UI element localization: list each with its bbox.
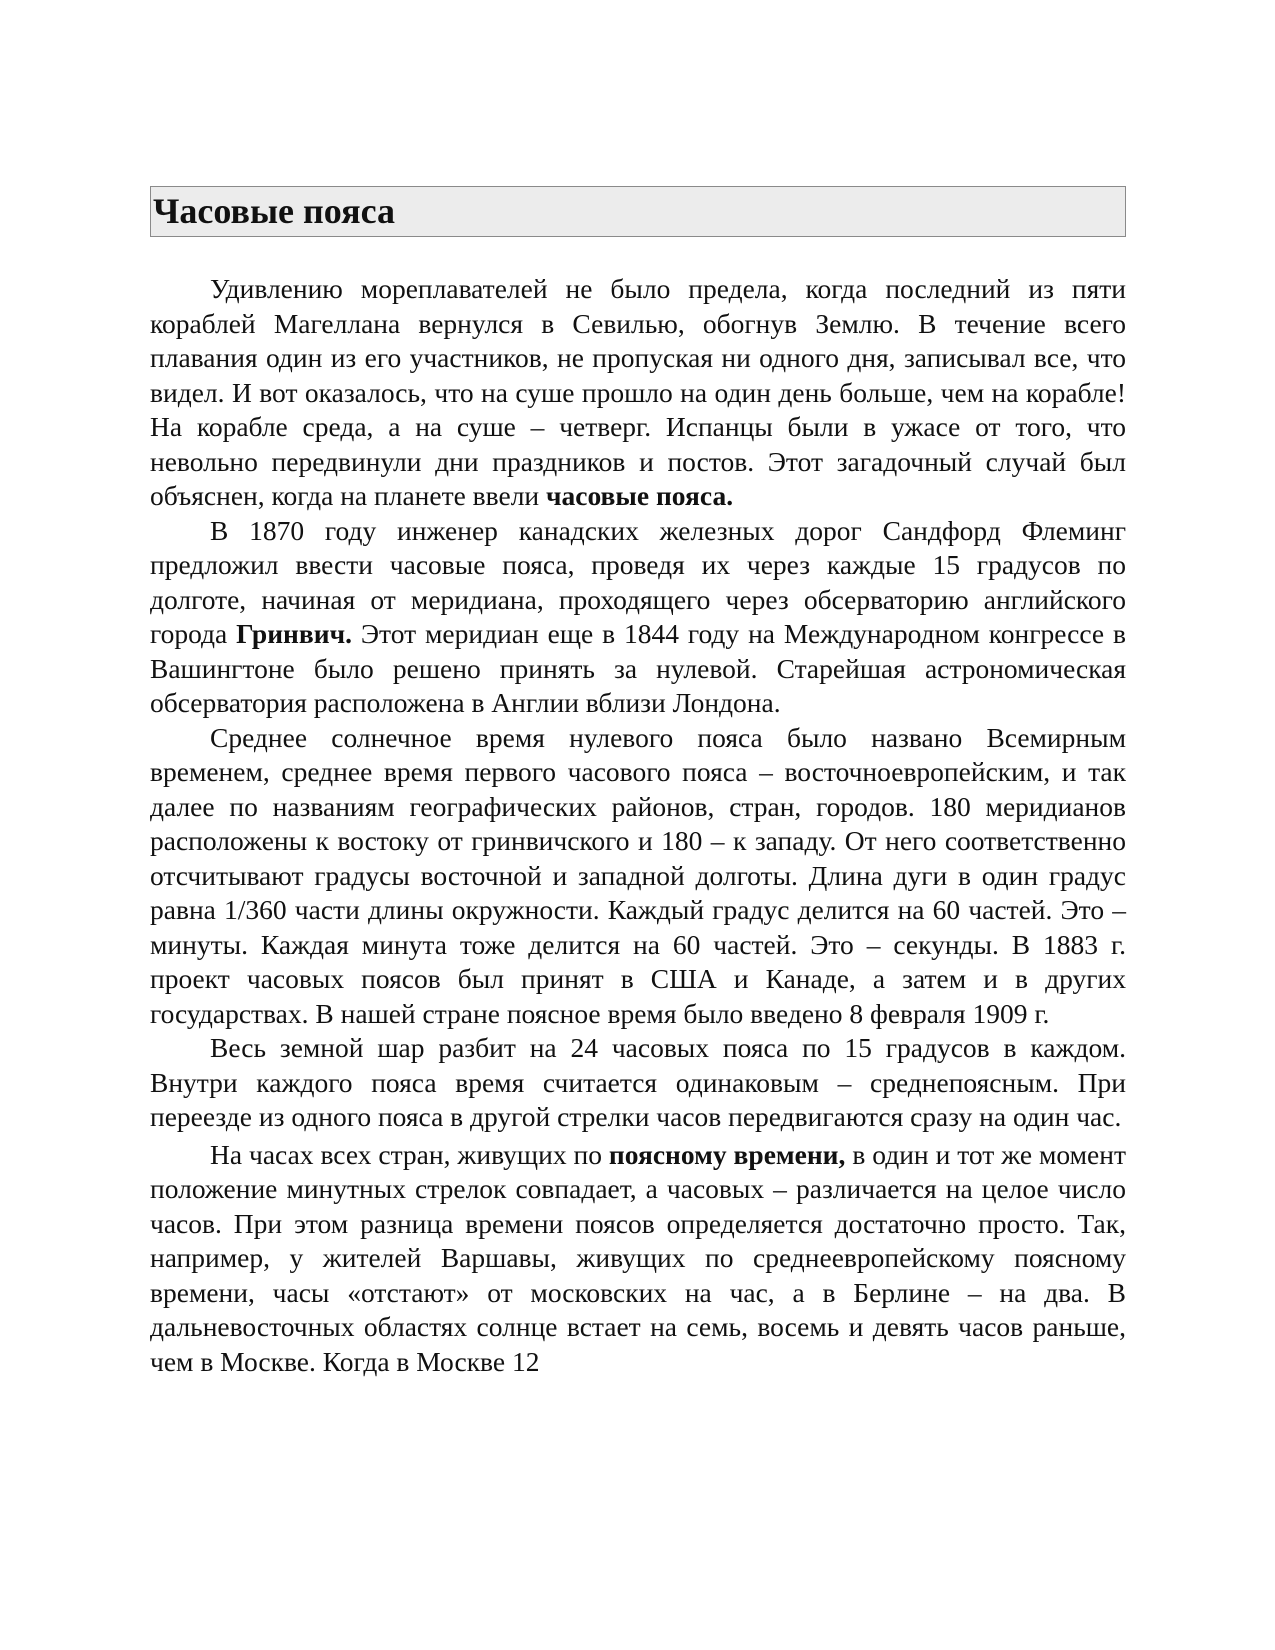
paragraph-2	[150, 514, 1126, 721]
paragraph-text: Этот меридиан еще в 1844 году на Международном конгрессе в Вашингтоне было решено принять за нулевой. Старейшая астрономическая обсерватория расположена в Англии вблизи Лондона.	[150, 618, 1126, 718]
paragraph-text: На часах всех стран, живущих по	[210, 1138, 609, 1170]
paragraph-text: В 1870 году инженер канадских железных дорог Сандфорд Флеминг предложил ввести часовые пояса, проведя их через каждые 15 градусов по долготе, начиная от меридиана, проходящего через обсерваторию английского города	[150, 514, 1126, 649]
paragraph-text: Среднее солнечное время нулевого пояса было названо Всемирным временем, среднее время первого часового пояса – восточноевропейским, и так далее по названиям географических районов, стран, городов. 180 меридианов расположены к востоку от гринвичского и 180 – к западу. От него соответственно отсчитывают градусы восточной и западной долготы. Длина дуги в один градус равна 1/360 части длины окружности. Каждый градус делится на 60 частей. Это – минуты. Каждая минута тоже делится на 60 частей. Это – секунды. В 1883 г. проект часовых поясов был принят в США и Канаде, а затем и в других государствах. В нашей стране поясное время было введено 8 февраля 1909 г.	[150, 721, 1126, 1029]
paragraph-5	[150, 1138, 1126, 1380]
title-box	[150, 186, 1126, 237]
bold-term: часовые пояса.	[546, 480, 734, 511]
paragraph-text: в один и тот же момент положение минутных стрелок совпадает, а часовых – различается на целое число часов. При этом разница времени поясов определяется достаточно просто. Так, например, у жителей Варшавы, живущих по среднеевропейскому поясному времени, часы «отстают» от московских на час, а в Берлине – на два. В дальневосточных областях солнце встает на семь, восемь и девять часов раньше, чем в Москве. Когда в Москве 12	[150, 1138, 1126, 1377]
document-title: Часовые пояса	[153, 191, 395, 231]
paragraph-text: Удивлению мореплавателей не было предела, когда последний из пяти кораблей Магеллана вернулся в Севилью, обогнув Землю. В течение всего плавания один из его участников, не пропуская ни одного дня, записывал все, что видел. И вот оказалось, что на суше прошло на один день больше, чем на корабле! На корабле среда, а на суше – четверг. Испанцы были в ужасе от того, что невольно передвинули дни праздников и постов. Этот загадочный случай был объяснен, когда на планете ввели	[150, 273, 1126, 511]
paragraph-4	[150, 1031, 1126, 1135]
bold-term: поясному времени,	[608, 1138, 846, 1170]
document-page	[150, 186, 1126, 1379]
paragraph-3	[150, 721, 1126, 1032]
document-body	[150, 272, 1126, 1379]
bold-term: Гринвич.	[236, 618, 352, 649]
paragraph-text: Весь земной шар разбит на 24 часовых пояса по 15 градусов в каждом. Внутри каждого пояса время считается одинаковым – среднепоясным. При переезде из одного пояса в другой стрелки часов передвигаются сразу на один час.	[150, 1032, 1126, 1132]
paragraph-1	[150, 272, 1126, 514]
